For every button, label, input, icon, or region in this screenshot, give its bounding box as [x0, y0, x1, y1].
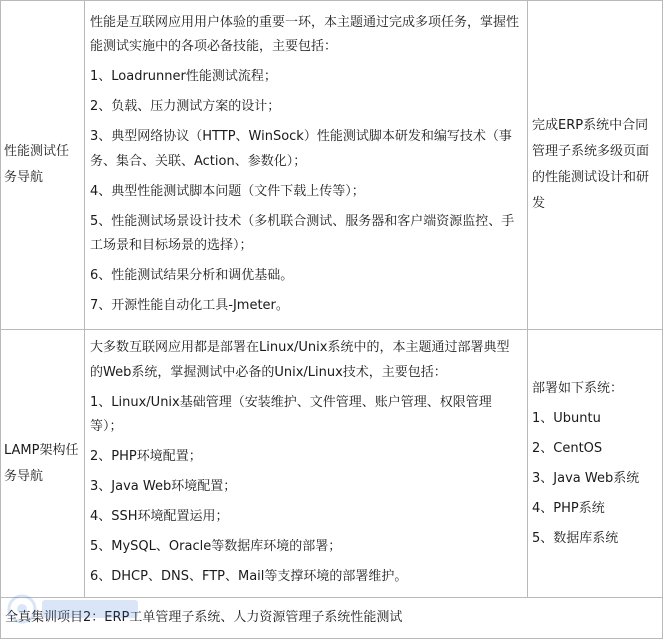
content-line: 大多数互联网应用都是部署在Linux/Unix系统中的，本主题通过部署典型的Web系统，掌握测试中必备的Unix/Linux技术，主要包括： — [90, 340, 510, 380]
table-row — [1, 1, 663, 330]
target-line: 2、CentOS — [532, 440, 603, 456]
project-text: 全真集训项目2：ERP工单管理子系统、人力资源管理子系统性能测试 — [5, 610, 403, 625]
content-line: 1、Loadrunner性能测试流程； — [90, 69, 277, 84]
content-line: 5、性能测试场景设计技术（多机联合测试、服务器和客户端资源监控、手工场景和目标场景的选择）； — [90, 213, 515, 253]
content-cell — [85, 1, 528, 330]
content-line: 4、SSH环境配置运用； — [90, 509, 229, 525]
content-cell — [85, 330, 528, 598]
target-cell — [528, 330, 663, 598]
target-line: 4、PHP系统 — [532, 500, 605, 516]
topic-text: LAMP架构任务导航 — [4, 442, 79, 484]
content-line: 7、开源性能自动化工具-Jmeter。 — [90, 298, 289, 313]
content-line: 2、负载、压力测试方案的设计； — [90, 99, 281, 114]
content-line: 6、性能测试结果分析和调优基础。 — [90, 268, 294, 283]
content-line: 2、PHP环境配置； — [90, 449, 202, 465]
topic-cell — [1, 330, 85, 598]
target-line: 部署如下系统： — [532, 380, 624, 396]
table-row — [1, 598, 663, 639]
content-line: 4、典型性能测试脚本问题（文件下载上传等）； — [90, 183, 365, 199]
target-line: 1、Ubuntu — [532, 410, 601, 426]
project-cell — [1, 598, 663, 639]
target-line: 3、Java Web系统 — [532, 470, 640, 486]
content-line: 1、Linux/Unix基础管理（安装维护、文件管理、账户管理、权限管理等）； — [90, 394, 492, 435]
target-line: 5、数据库系统 — [532, 530, 619, 546]
topic-text: 性能测试任务导航 — [4, 144, 70, 185]
content-line: 6、DHCP、DNS、FTP、Mail等支撑环境的部署维护。 — [90, 569, 408, 585]
table-row — [1, 330, 663, 598]
content-line: 3、Java Web环境配置； — [90, 479, 237, 495]
target-cell — [528, 1, 663, 330]
target-line: 完成ERP系统中合同管理子系统多级页面的性能测试设计和研发 — [532, 118, 650, 211]
topic-cell — [1, 1, 85, 330]
content-line: 性能是互联网应用用户体验的重要一环，本主题通过完成多项任务，掌握性能测试实施中的各项必备技能，主要包括： — [90, 14, 520, 54]
content-line: 5、MySQL、Oracle等数据库环境的部署； — [90, 539, 342, 555]
content-line: 3、典型网络协议（HTTP、WinSock）性能测试脚本研发和编写技术（事务、集合、关联、Action、参数化）； — [90, 129, 512, 169]
